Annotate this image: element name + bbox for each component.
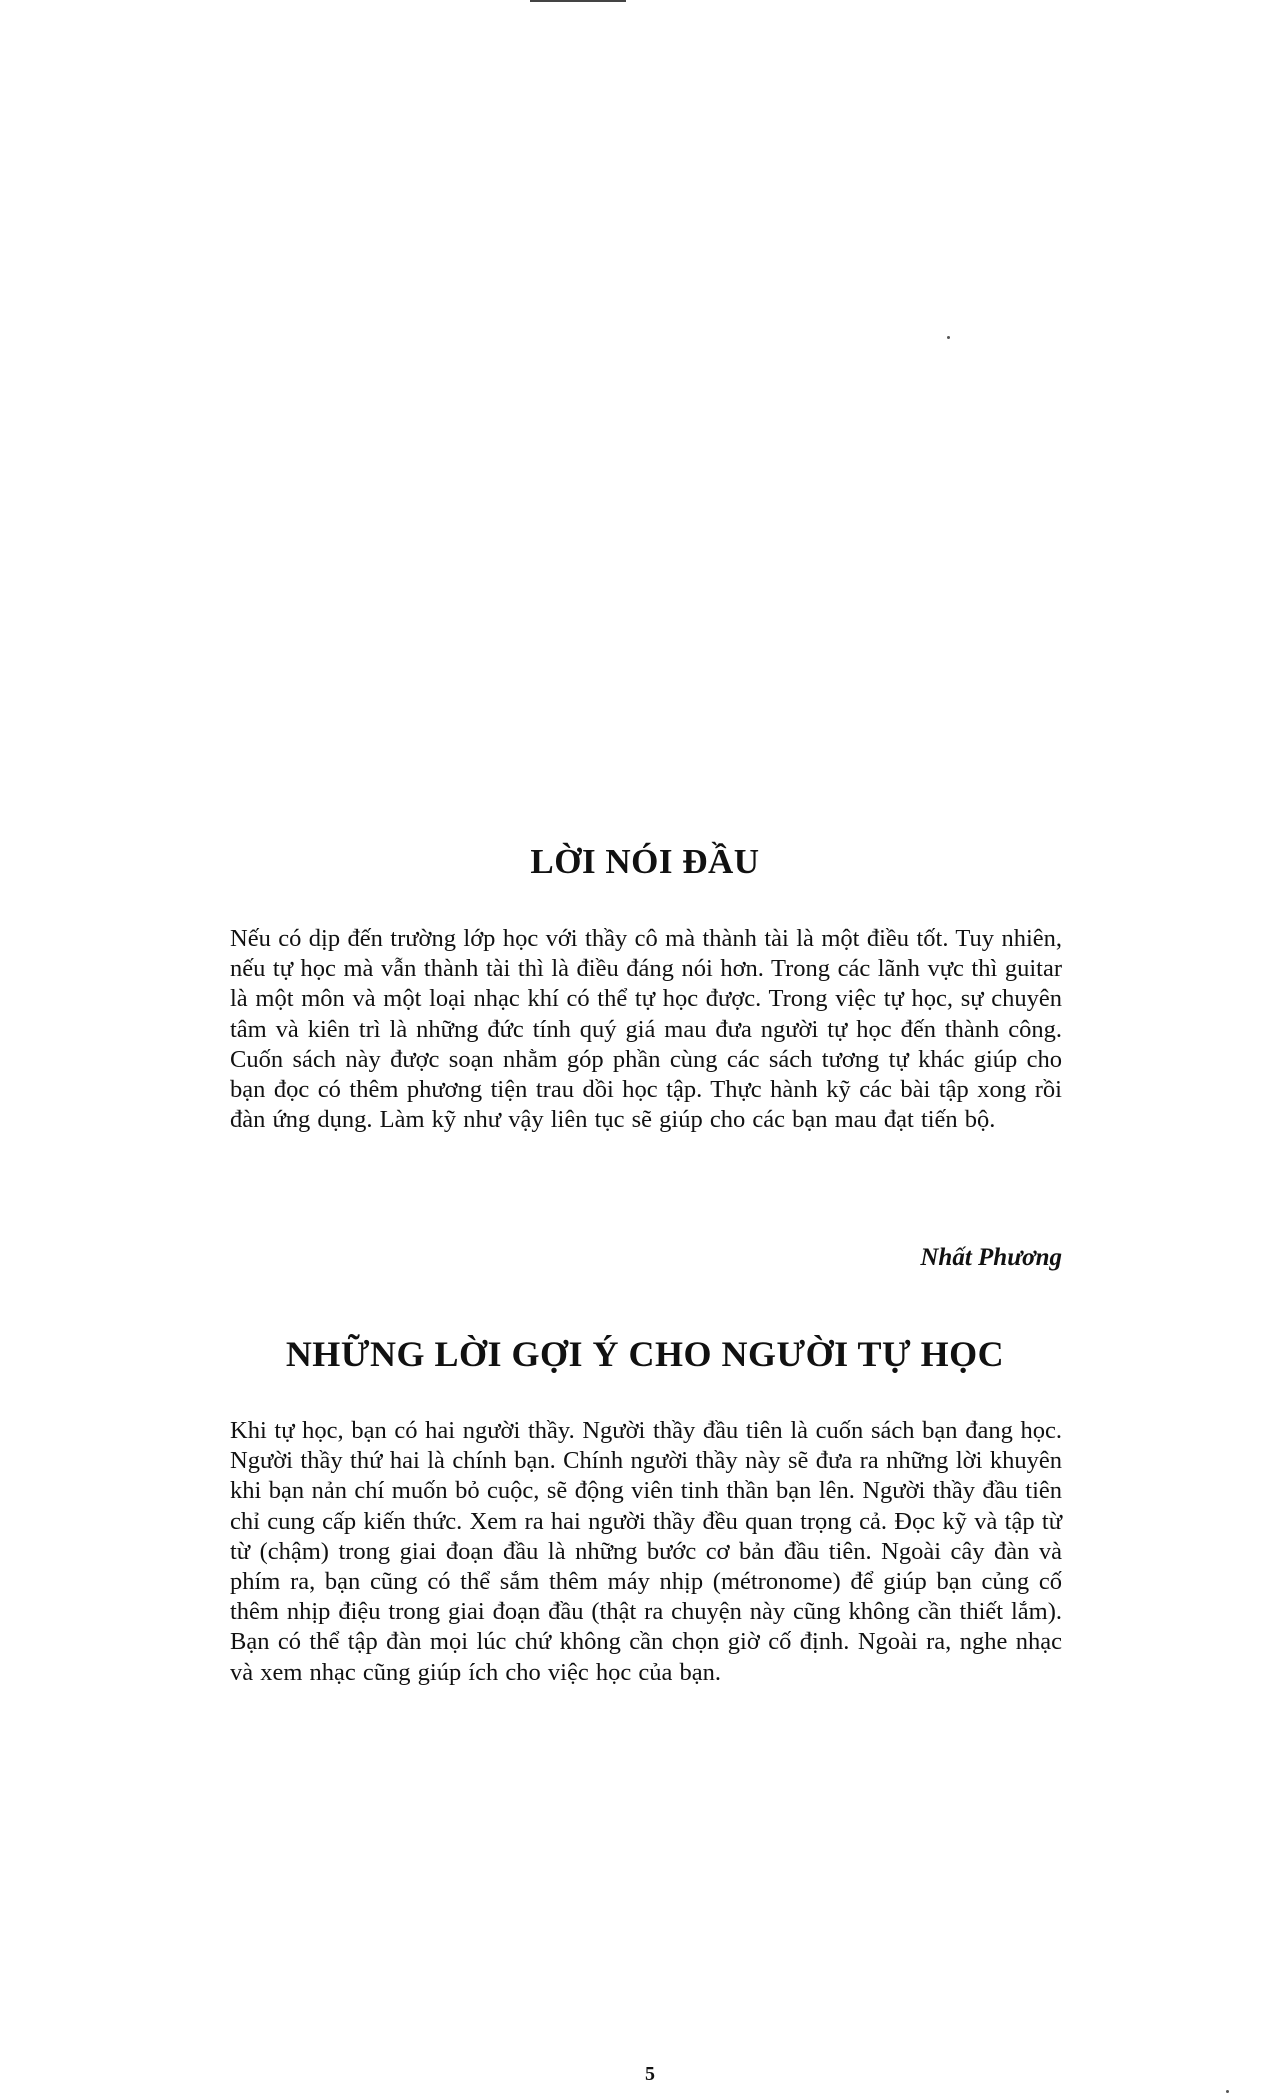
preface-title: LỜI NÓI ĐẦU bbox=[530, 842, 760, 881]
author-signature: Nhất Phương bbox=[920, 1244, 1062, 1271]
suggestions-title: NHỮNG LỜI GỢI Ý CHO NGƯỜI TỰ HỌC bbox=[285, 1334, 1005, 1374]
page-number: 5 bbox=[645, 2063, 655, 2085]
scan-speck bbox=[1226, 2090, 1229, 2093]
suggestions-paragraph: Khi tự học, bạn có hai người thầy. Người thầy đầu tiên là cuốn sách bạn đang học. Người thầy thứ hai là chính bạn. Chính người thầy này sẽ đưa ra những lời khuyên khi bạn nản chí muốn bỏ cuộc, sẽ động viên tinh thần bạn lên. Người thầy đầu tiên chỉ cung cấp kiến thức. Xem ra hai người thầy đều quan trọng cả. Đọc kỹ và tập từ từ (chậm) trong giai đoạn đầu là những bước cơ bản đầu tiên. Ngoài cây đàn và phím ra, bạn cũng có thể sắm thêm máy nhịp (métronome) để giúp bạn củng cố thêm nhịp điệu trong giai đoạn đầu (thật ra chuyện này cũng không cần thiết lắm). Bạn có thể tập đàn mọi lúc chứ không cần chọn giờ cố định. Ngoài ra, nghe nhạc và xem nhạc cũng giúp ích cho việc học của bạn. bbox=[230, 1417, 1062, 1686]
preface-paragraph: Nếu có dịp đến trường lớp học với thầy cô mà thành tài là một điều tốt. Tuy nhiên, nếu tự học mà vẫn thành tài thì là điều đáng nói hơn. Trong các lãnh vực thì guitar là một môn và một loại nhạc khí có thể tự học được. Trong việc tự học, sự chuyên tâm và kiên trì là những đức tính quý giá mau đưa người tự học đến thành công. Cuốn sách này được soạn nhằm góp phần cùng các sách tương tự khác giúp cho bạn đọc có thêm phương tiện trau dồi học tập. Thực hành kỹ các bài tập xong rồi đàn ứng dụng. Làm kỹ như vậy liên tục sẽ giúp cho các bạn mau đạt tiến bộ. bbox=[230, 925, 1062, 1134]
top-scan-rule bbox=[530, 0, 626, 2]
scan-speck bbox=[947, 336, 950, 339]
